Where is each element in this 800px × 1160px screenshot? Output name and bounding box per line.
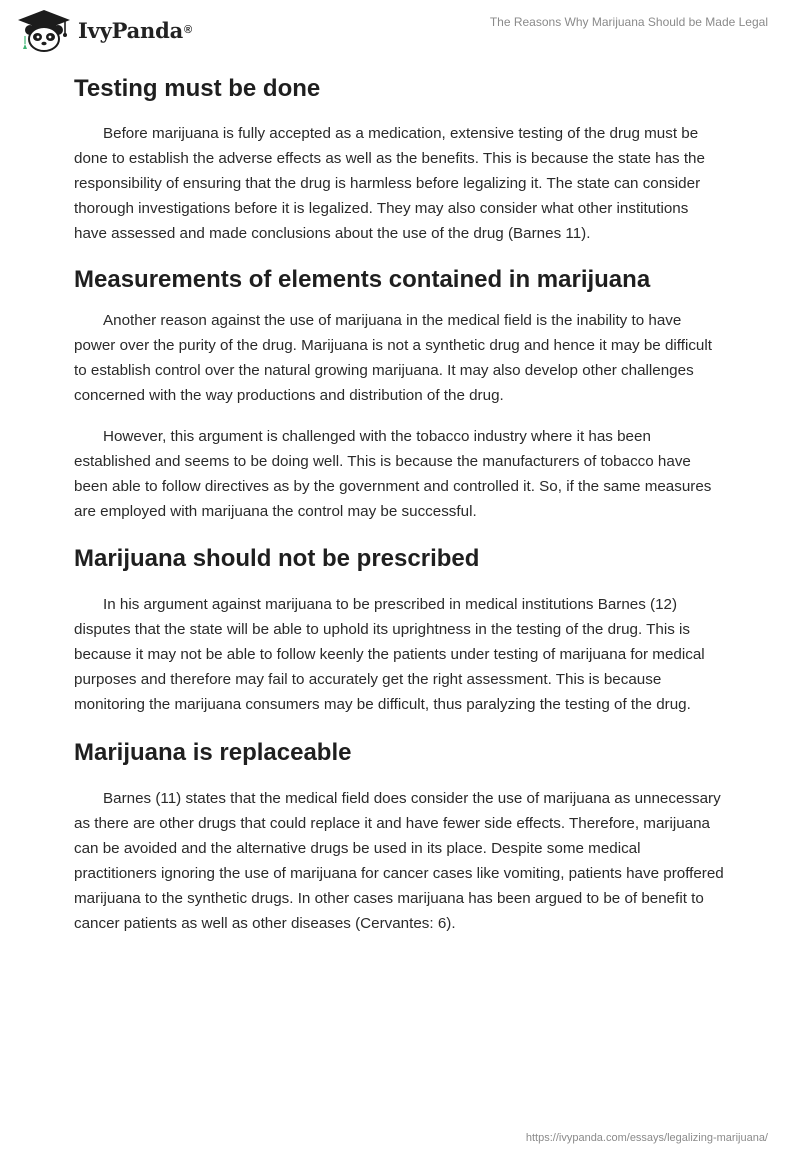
brand-name: IvyPanda xyxy=(78,17,184,43)
source-url[interactable]: https://ivypanda.com/essays/legalizing-marijuana/ xyxy=(525,1132,768,1144)
section-heading: Marijuana is replaceable xyxy=(74,739,352,766)
page-header xyxy=(0,0,800,62)
paragraph: In his argument against marijuana to be prescribed in medical institutions Barnes (12) disputes that the state will be able to uphold its uprightness in the testing of the drug. This is because it may not be able to follow keenly the patients under testing of marijuana for medical purposes and therefore may fail to accurately get the right assessment. This is because monitoring the marijuana consumers may be difficult, thus paralyzing the testing of the drug. xyxy=(74,596,705,713)
section-testing xyxy=(74,66,724,246)
registered-mark: ® xyxy=(184,24,193,36)
section-measurements xyxy=(74,257,724,524)
document-title: The Reasons Why Marijuana Should be Made Legal xyxy=(489,15,768,29)
section-not-prescribed xyxy=(74,536,724,717)
section-heading: Testing must be done xyxy=(74,75,321,102)
panda-graduation-cap-icon xyxy=(16,8,72,52)
paragraph: However, this argument is challenged with the tobacco industry where it has been established and seems to be doing well. This is because the manufacturers of tobacco have been able to follow directives as by the government and controlled it. So, if the same measures are employed with marijuana the control may be successful. xyxy=(74,428,712,520)
paragraph: Another reason against the use of marijuana in the medical field is the inability to have power over the purity of the drug. Marijuana is not a synthetic drug and hence it may be difficult to establish control over the natural growing marijuana. It may also develop other challenges concerned with the way productions and distribution of the drug. xyxy=(74,312,712,404)
essay-content xyxy=(74,66,724,936)
section-heading: Marijuana should not be prescribed xyxy=(74,545,480,572)
ivypanda-logo[interactable] xyxy=(16,8,192,52)
section-replaceable xyxy=(74,730,724,936)
paragraph: Before marijuana is fully accepted as a medication, extensive testing of the drug must be done to establish the adverse effects as well as the benefits. This is because the state has the responsibility of ensuring that the drug is harmless before legalizing it. The state can consider thorough investigations before it is legalized. They may also consider what other institutions have assessed and made conclusions about the use of the drug (Barnes 11). xyxy=(74,125,705,242)
section-heading: Measurements of elements contained in marijuana xyxy=(74,266,651,293)
paragraph: Barnes (11) states that the medical field does consider the use of marijuana as unnecessary as there are other drugs that could replace it and have fewer side effects. Therefore, marijuana can be avoided and the alternative drugs be used in its place. Despite some medical practitioners ignoring the use of marijuana for cancer cases like vomiting, patients have proffered marijuana to the synthetic drugs. In other cases marijuana has been argued to be of benefit to cancer patients as well as other diseases (Cervantes: 6). xyxy=(74,790,724,932)
